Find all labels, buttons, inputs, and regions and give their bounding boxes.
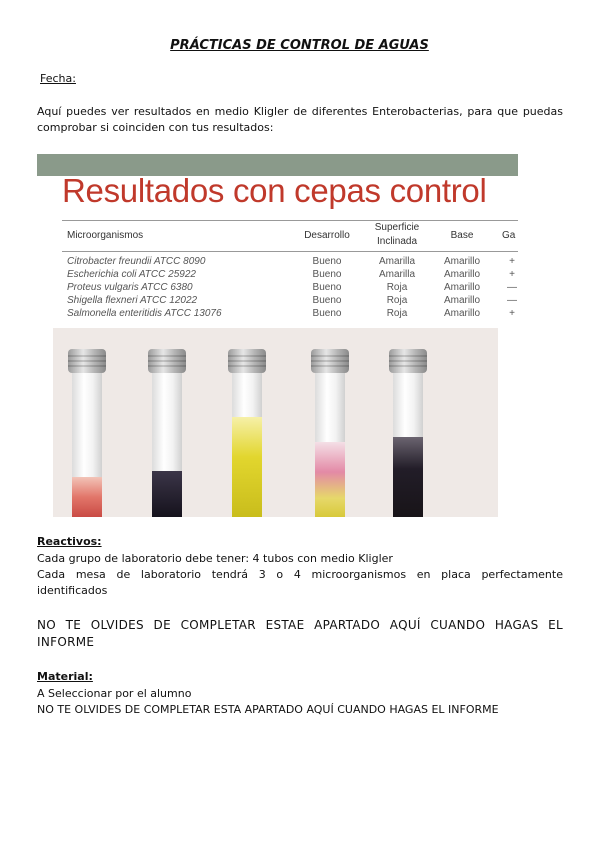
tube-citrobacter: [70, 349, 104, 517]
cell-superficie: Roja: [386, 295, 408, 306]
cell-gas: +: [509, 256, 515, 267]
cell-gas: +: [509, 308, 515, 319]
tube-cap: [68, 349, 106, 373]
fecha-label: Fecha:: [40, 72, 76, 85]
tubes-photo: [53, 328, 498, 517]
cell-desarrollo: Bueno: [312, 308, 342, 319]
header-superficie: Superficie Inclinada: [374, 222, 420, 247]
cell-desarrollo: Bueno: [312, 269, 342, 280]
cell-base: Amarillo: [443, 282, 481, 293]
cell-desarrollo: Bueno: [312, 256, 342, 267]
table-row: [62, 308, 518, 321]
cell-micro: Salmonella enteritidis ATCC 13076: [67, 308, 222, 319]
tube-salmonella: [391, 349, 425, 517]
cell-gas: +: [509, 269, 515, 280]
table-row: [62, 295, 518, 308]
reactivos-line-1: Cada grupo de laboratorio debe tener: 4 tubos con medio Kligler: [37, 552, 393, 565]
header-gas: Ga: [502, 230, 516, 241]
cell-gas: —: [507, 295, 517, 306]
figure-title: Resultados con cepas control: [62, 172, 487, 209]
cell-gas: —: [507, 282, 517, 293]
cell-base: Amarillo: [443, 269, 481, 280]
cell-micro: Escherichia coli ATCC 25922: [67, 269, 196, 280]
tube-cap: [311, 349, 349, 373]
cell-base: Amarillo: [443, 256, 481, 267]
tube-glass: [393, 373, 423, 517]
cell-micro: Shigella flexneri ATCC 12022: [67, 295, 198, 306]
tube-glass: [315, 373, 345, 517]
tube-glass: [232, 373, 262, 517]
reactivos-heading: Reactivos:: [37, 535, 102, 548]
tube-glass: [72, 373, 102, 517]
tube-escherichia: [150, 349, 184, 517]
intro-paragraph: Aquí puedes ver resultados en medio Kligler de diferentes Enterobacterias, para que puedas comprobar si coinciden con tus resultados:: [37, 105, 563, 134]
material-note: NO TE OLVIDES DE COMPLETAR ESTA APARTADO AQUÍ CUANDO HAGAS EL INFORME: [37, 703, 499, 716]
reactivos-line-2: Cada mesa de laboratorio tendrá 3 o 4 microorganismos en placa perfectamente identificados: [37, 568, 563, 597]
header-desarrollo: Desarrollo: [304, 230, 350, 241]
cell-superficie: Amarilla: [378, 256, 416, 267]
table-row: [62, 256, 518, 269]
header-microorganismos: Microorganismos: [67, 230, 144, 241]
tube-shigella: [313, 349, 347, 517]
cell-micro: Proteus vulgaris ATCC 6380: [67, 282, 193, 293]
material-line-1: A Seleccionar por el alumno: [37, 687, 192, 700]
cell-superficie: Roja: [386, 308, 408, 319]
material-heading: Material:: [37, 670, 93, 683]
tube-proteus: [230, 349, 264, 517]
cell-micro: Citrobacter freundii ATCC 8090: [67, 256, 206, 267]
reactivos-note: NO TE OLVIDES DE COMPLETAR ESTAE APARTADO AQUÍ CUANDO HAGAS EL INFORME: [37, 618, 563, 649]
cell-desarrollo: Bueno: [312, 295, 342, 306]
tube-glass: [152, 373, 182, 517]
cell-base: Amarillo: [443, 295, 481, 306]
cell-base: Amarillo: [443, 308, 481, 319]
results-figure: [37, 154, 518, 517]
table-row: [62, 282, 518, 295]
results-table-header: [62, 220, 518, 252]
cell-desarrollo: Bueno: [312, 282, 342, 293]
results-table: [62, 220, 518, 321]
cell-superficie: Amarilla: [378, 269, 416, 280]
tube-cap: [148, 349, 186, 373]
tube-cap: [228, 349, 266, 373]
table-row: [62, 269, 518, 282]
document-title: PRÁCTICAS DE CONTROL DE AGUAS: [170, 38, 429, 53]
header-base: Base: [450, 230, 474, 241]
tube-cap: [389, 349, 427, 373]
cell-superficie: Roja: [386, 282, 408, 293]
